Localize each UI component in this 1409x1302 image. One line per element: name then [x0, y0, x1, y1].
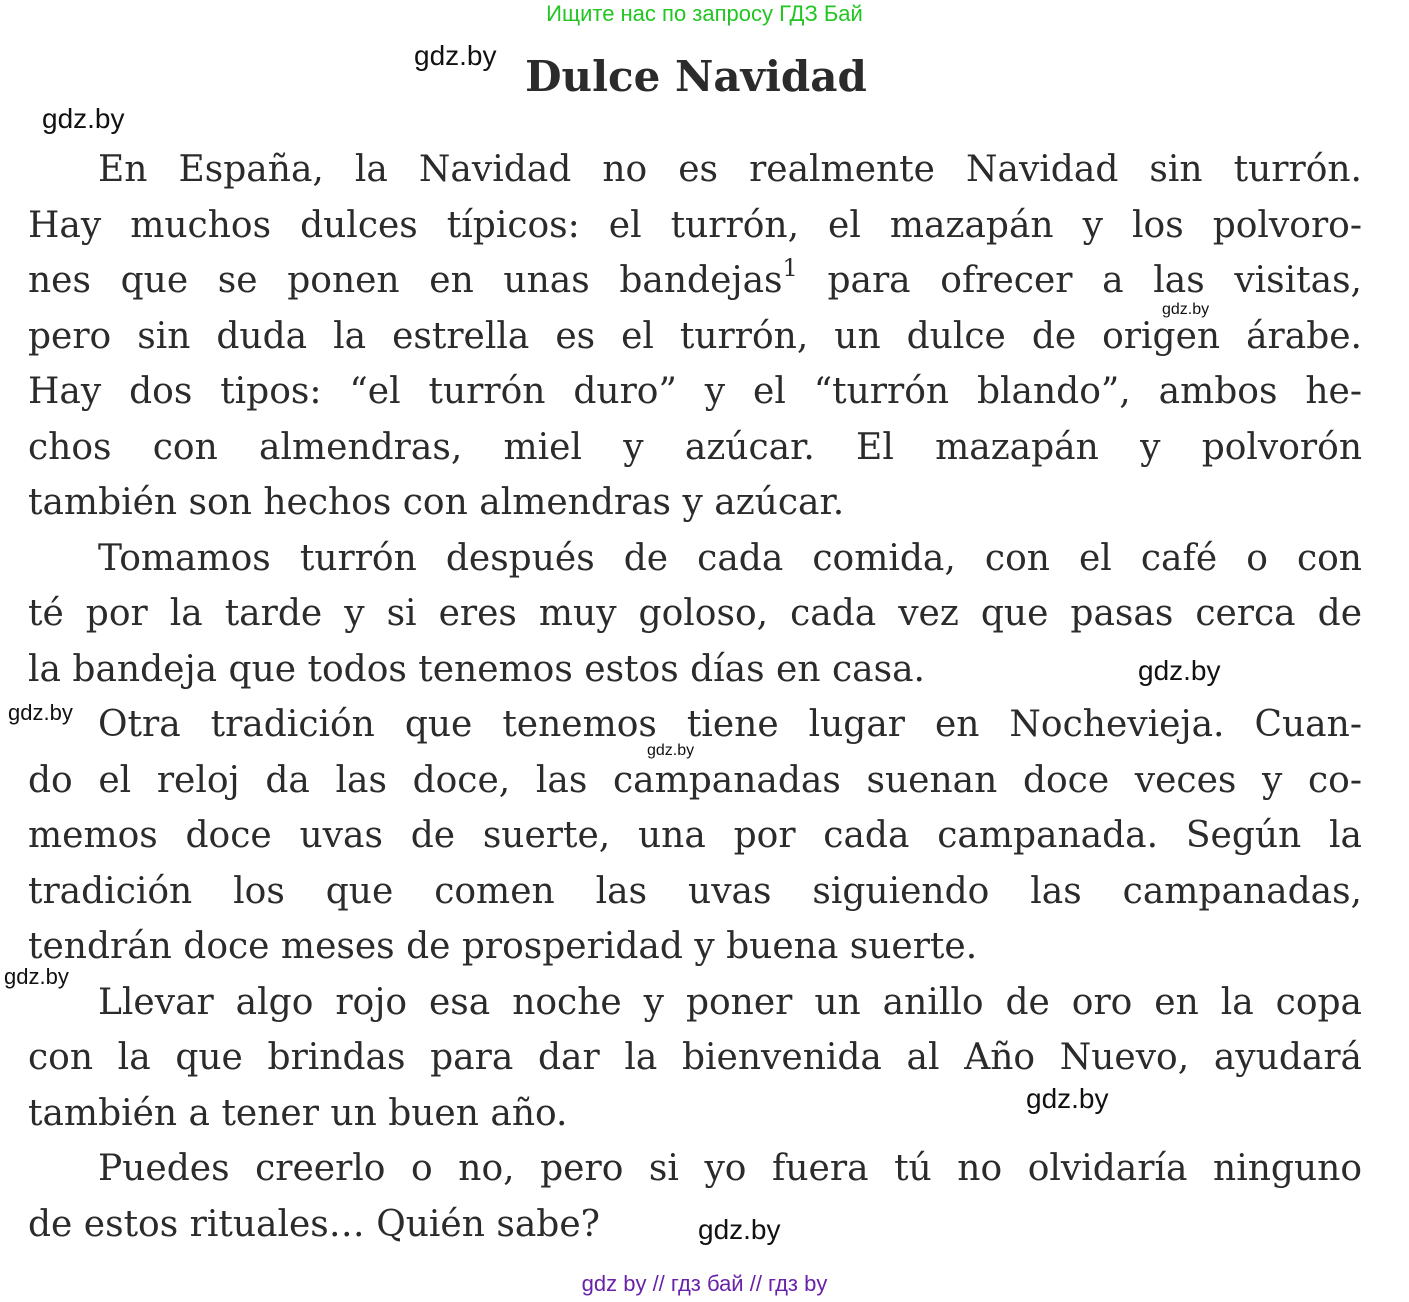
top-banner: Ищите нас по запросу ГДЗ Бай	[546, 1, 863, 26]
paragraph-3-line-5: tendrán doce meses de prosperidad y buena suerte.	[28, 926, 978, 967]
paragraph-5-line-2: de estos rituales… Quién sabe?	[28, 1204, 600, 1245]
page-title: Dulce Navidad	[525, 52, 867, 101]
paragraph-1-line-4: pero sin duda la estrella es el turrón, un dulce de origen árabe.	[28, 316, 1362, 357]
footnote-marker: 1	[782, 254, 798, 282]
paragraph-4-line-1: Llevar algo rojo esa noche y poner un anillo de oro en la copa	[98, 982, 1362, 1023]
watermark-gdz: gdz.by	[1162, 301, 1210, 318]
paragraph-1-line-6: chos con almendras, miel y azúcar. El mazapán y polvorón	[28, 427, 1362, 468]
paragraph-5-line-1: Puedes creerlo o no, pero si yo fuera tú no olvidaría ninguno	[98, 1148, 1362, 1189]
paragraph-4-line-2: con la que brindas para dar la bienvenida al Año Nuevo, ayudará	[28, 1037, 1362, 1078]
text-after-footnote: para ofrecer a las visitas,	[797, 260, 1363, 301]
watermark-gdz: gdz.by	[698, 1214, 781, 1245]
paragraph-3-line-3: memos doce uvas de suerte, una por cada campanada. Según la	[28, 815, 1362, 856]
text-before-footnote: nes que se ponen en unas bandejas	[28, 260, 783, 301]
paragraph-1-line-2: Hay muchos dulces típicos: el turrón, el mazapán y los polvoro-	[28, 205, 1362, 246]
paragraph-1-line-5: Hay dos tipos: “el turrón duro” y el “turrón blando”, ambos he-	[28, 371, 1362, 412]
paragraph-3-line-1: Otra tradición que tenemos tiene lugar en Nochevieja. Cuan-	[98, 704, 1362, 745]
paragraph-2-line-3: la bandeja que todos tenemos estos días en casa.	[28, 649, 925, 690]
watermark-gdz: gdz.by	[647, 742, 695, 759]
paragraph-3-line-4: tradición los que comen las uvas siguiendo las campanadas,	[28, 871, 1362, 912]
paragraph-4-line-3: también a tener un buen año.	[28, 1093, 568, 1134]
watermark-gdz: gdz.by	[8, 700, 73, 725]
footer-watermark: gdz by // гдз бай // гдз by	[581, 1271, 828, 1296]
watermark-gdz: gdz.by	[1026, 1083, 1109, 1114]
paragraph-3-line-2: do el reloj da las doce, las campanadas suenan doce veces y co-	[28, 760, 1362, 801]
paragraph-1-line-7: también son hechos con almendras y azúcar.	[28, 482, 845, 523]
paragraph-2-line-1: Tomamos turrón después de cada comida, con el café o con	[98, 538, 1362, 579]
watermark-gdz: gdz.by	[42, 103, 125, 134]
paragraph-2-line-2: té por la tarde y si eres muy goloso, cada vez que pasas cerca de	[28, 593, 1362, 634]
paragraph-1-line-1: En España, la Navidad no es realmente Navidad sin turrón.	[98, 149, 1362, 190]
watermark-gdz: gdz.by	[414, 40, 497, 71]
watermark-gdz: gdz.by	[1138, 655, 1221, 686]
watermark-gdz: gdz.by	[4, 964, 69, 989]
